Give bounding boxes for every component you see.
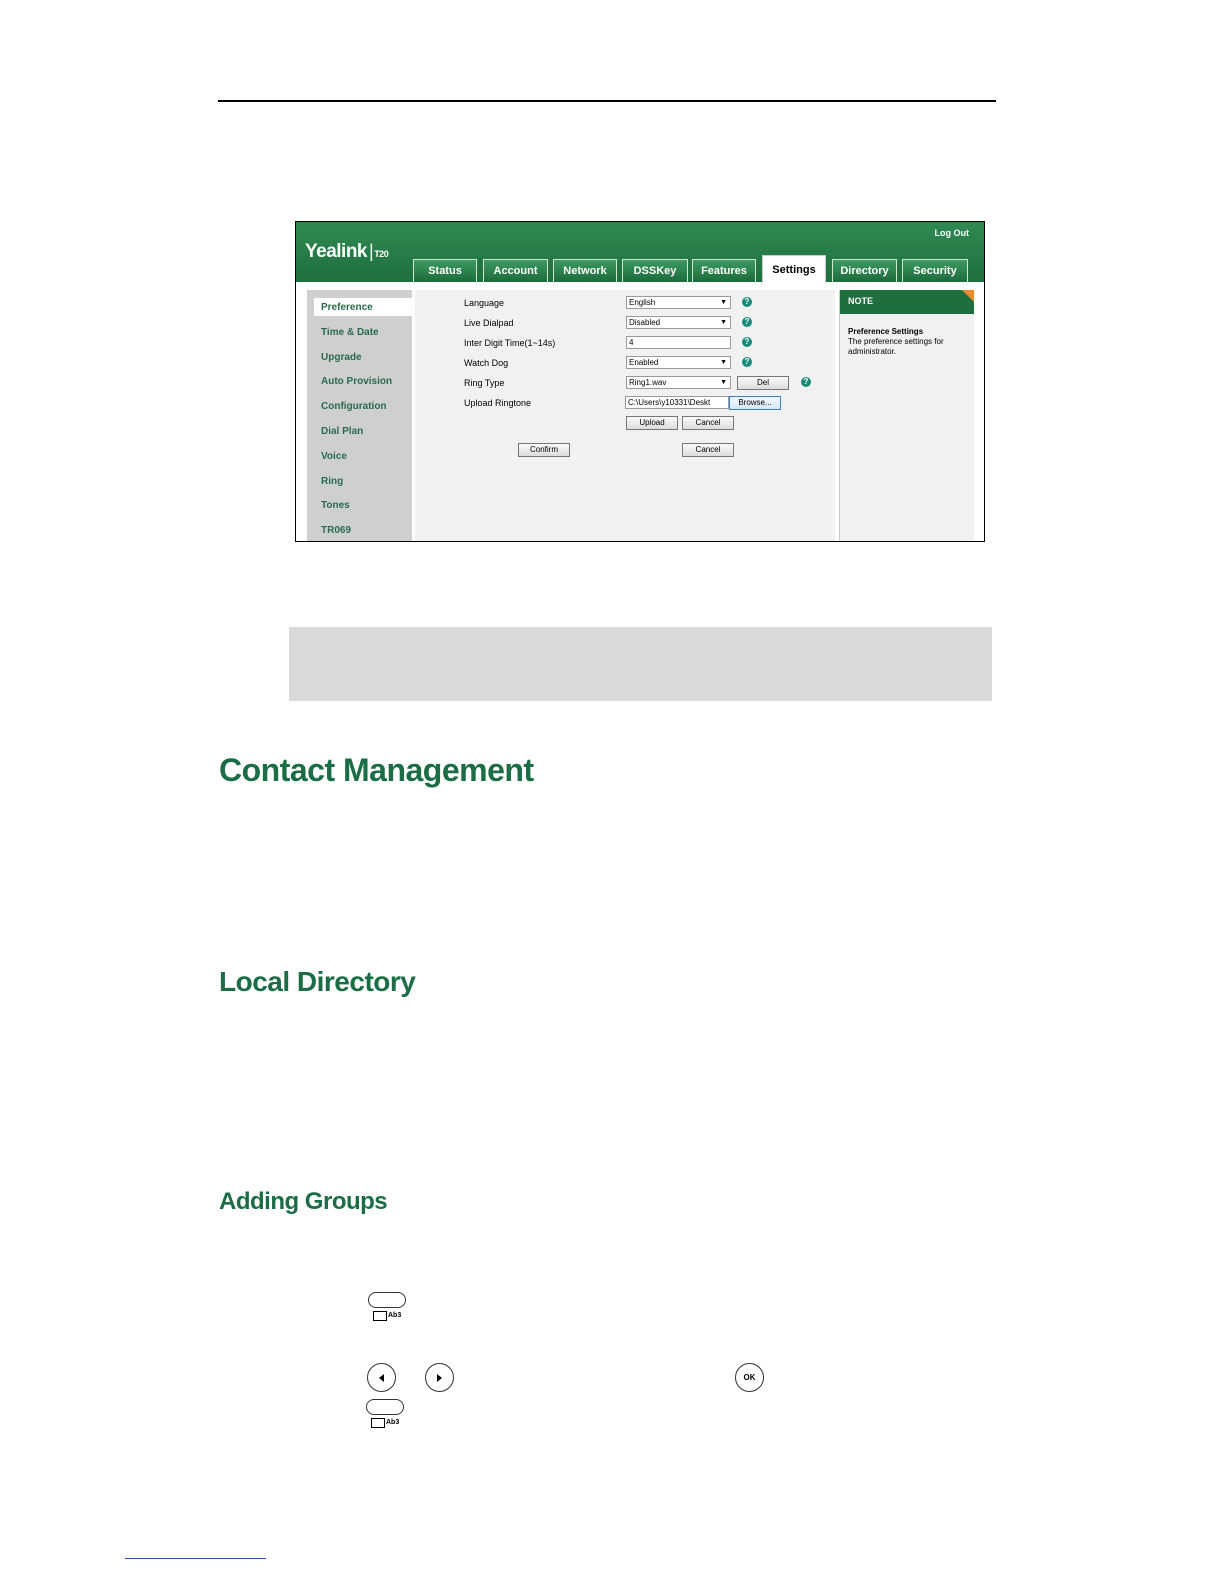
logout-link[interactable]: Log Out [934,228,969,238]
note-heading: Preference Settings [848,327,924,336]
live-dialpad-value: Disabled [629,318,661,327]
note-text: The preference settings for administrator. [848,337,944,356]
upload-button[interactable]: Upload [626,416,678,430]
sidebar-item-ring[interactable]: Ring [321,476,344,487]
sidebar-item-upgrade[interactable]: Upgrade [321,352,362,363]
upload-cancel-button[interactable]: Cancel [682,416,734,430]
sidebar-item-configuration[interactable]: Configuration [321,401,387,412]
note-header [840,290,974,314]
help-icon[interactable]: ? [742,317,752,327]
web-ui-screenshot [295,221,985,542]
ring-type-select[interactable] [626,376,731,389]
del-button[interactable]: Del [737,376,789,390]
right-arrow-key-icon [425,1363,454,1392]
tab-dsskey[interactable]: DSSKey [622,259,688,282]
left-arrow-key-icon [367,1363,396,1392]
logo-brand: Yealink [305,241,367,262]
heading-local-directory: Local Directory [219,966,416,997]
tab-account[interactable]: Account [483,259,548,282]
help-icon[interactable]: ? [742,357,752,367]
language-select[interactable] [626,296,731,309]
directory-key-caption-2: Ab3 [386,1419,400,1426]
live-dialpad-label: Live Dialpad [464,318,514,328]
left-triangle [379,1374,384,1382]
help-icon[interactable]: ? [742,297,752,307]
sidebar-item-time-date[interactable]: Time & Date [321,327,379,338]
heading-contact-management: Contact Management [219,752,534,788]
help-icon[interactable]: ? [742,337,752,347]
tab-settings[interactable]: Settings [762,255,826,283]
live-dialpad-select[interactable] [626,316,731,329]
directory-key-icon [368,1292,406,1308]
sidebar-item-voice[interactable]: Voice [321,451,347,462]
logo-model: T20 [374,249,389,259]
ok-key-icon: OK [735,1363,764,1392]
note-title: NOTE [848,296,874,306]
book-icon [371,1418,385,1428]
inter-digit-label: Inter Digit Time(1~14s) [464,338,556,348]
browse-button[interactable]: Browse... [729,396,781,410]
directory-key-caption: Ab3 [388,1312,402,1319]
inter-digit-input[interactable]: 4 [626,336,731,349]
ring-type-label: Ring Type [464,378,505,388]
watch-dog-label: Watch Dog [464,358,509,368]
tab-directory[interactable]: Directory [832,259,897,282]
header-rule [218,100,996,102]
heading-adding-groups: Adding Groups [219,1188,388,1215]
note-corner-icon [962,290,974,302]
directory-key-icon-2 [366,1399,404,1415]
tab-status[interactable]: Status [413,259,477,282]
chevron-down-icon: ▼ [720,379,727,386]
watch-dog-select[interactable] [626,356,731,369]
language-value: English [629,298,656,307]
note-box [289,627,992,701]
tab-security[interactable]: Security [902,259,968,282]
sidebar-item-auto-provision[interactable]: Auto Provision [321,376,393,387]
ring-type-value: Ring1.wav [629,378,667,387]
preference-form [415,290,835,541]
chevron-down-icon: ▼ [720,319,727,326]
top-bar [296,222,984,282]
help-icon[interactable]: ? [801,377,811,387]
watch-dog-value: Enabled [629,358,659,367]
settings-sidebar [307,290,412,541]
confirm-button[interactable]: Confirm [518,443,570,457]
sidebar-item-tr069[interactable]: TR069 [321,525,352,536]
chevron-down-icon: ▼ [720,299,727,306]
note-panel [839,290,974,541]
cancel-button[interactable]: Cancel [682,443,734,457]
sidebar-item-tones[interactable]: Tones [321,500,350,511]
upload-path-input[interactable]: C:\Users\y10331\Deskt [625,396,729,409]
book-icon [373,1311,387,1321]
sidebar-item-preference[interactable]: Preference [321,302,373,313]
yealink-logo: Yealink |T20 [305,241,389,262]
tab-features[interactable]: Features [692,259,756,282]
footer-link-line [125,1558,266,1559]
language-label: Language [464,298,505,308]
sidebar-item-dial-plan[interactable]: Dial Plan [321,426,364,437]
upload-ringtone-label: Upload Ringtone [464,398,532,408]
tab-network[interactable]: Network [553,259,617,282]
right-triangle [437,1374,442,1382]
chevron-down-icon: ▼ [720,359,727,366]
note-body [848,327,968,357]
